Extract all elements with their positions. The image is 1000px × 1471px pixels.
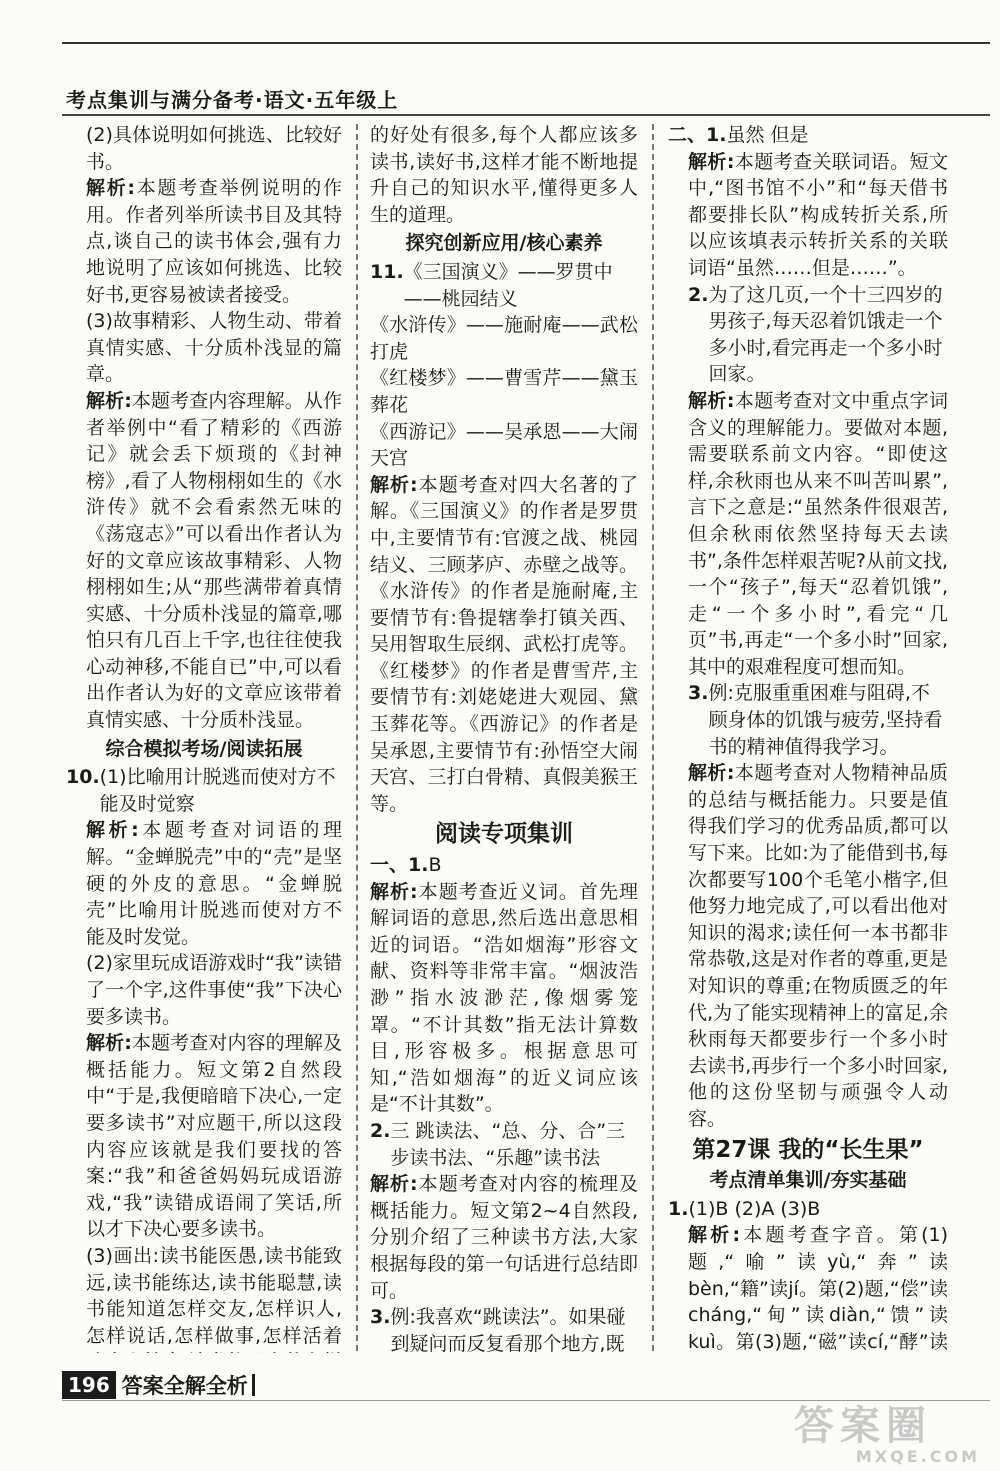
analysis [668, 149, 948, 282]
analysis [370, 472, 638, 818]
answer-text: (1)比喻用计脱逃而使对方不能及时觉察 [99, 766, 336, 815]
analysis-label: 解析: [86, 389, 132, 412]
question-number: 3. [370, 1306, 391, 1329]
analysis [66, 175, 342, 308]
watermark-sub: MXQE.COM [855, 1447, 980, 1466]
question-1 [668, 122, 948, 149]
column-divider [356, 124, 358, 1351]
analysis-text: 本题考查近义词。首先理解词语的意思,然后选出意思相近的词语。“浩如烟海”形容文献、资料等非常丰富。“烟波浩渺”指水波渺茫,像烟雾笼罩。“不计其数”指无法计算数目,形容极多。根据意思可知,“浩如烟海”的近义词应该是“不计其数”。 [370, 880, 638, 1116]
analysis [668, 388, 948, 681]
page-footer [62, 1370, 255, 1400]
lesson-title: 第27课 我的“长生果” [692, 1136, 924, 1163]
question-3 [668, 680, 948, 760]
question-number: 11. [370, 260, 404, 283]
column-3 [668, 122, 948, 1353]
answer-text: 例:我喜欢“跳读法”。如果碰到疑问而反复看那个地方,既 [390, 1306, 626, 1353]
analysis-label: 解析: [86, 819, 139, 842]
analysis-text: 本题考查举例说明的作用。作者列举所读书目及其特点,谈自己的读书体会,强有力地说明了应该如何挑选、比较好书,更容易被读者接受。 [86, 177, 342, 306]
answer-text: 《水浒传》——施耐庵——武松打虎 [370, 314, 638, 363]
answer-text: 为了这几页,一个十三四岁的男孩子,每天忍着饥饿走一个多小时,看完再走一个多小时回家。 [708, 283, 943, 386]
answer-text: 《西游记》——吴承恩——大闹天宫 [370, 420, 638, 470]
analysis [66, 388, 342, 734]
answer-text: (2)家里玩成语游戏时“我”读错了一个字,这件事使“我”下决心要多读书。 [86, 952, 342, 1028]
question-number: 2. [370, 1119, 391, 1142]
question-1 [668, 1196, 948, 1223]
question-number: 10. [66, 766, 100, 789]
column-2 [370, 122, 638, 1353]
analysis-text: 本题考查对内容的理解及概括能力。短文第2自然段中“于是,我便暗暗下决心,一定要多读书”对应题干,所以这段内容应该就是我们要找的答案:“我”和爸爸妈妈玩成语游戏,“我”读错成语闹了笑话,所以才下决心要多读书。 [86, 1032, 342, 1241]
question-1 [370, 852, 638, 879]
footer-label: 答案全解全析 [121, 1374, 248, 1398]
analysis-label: 解析: [370, 880, 418, 903]
answer-text: B [428, 854, 442, 877]
question-11 [370, 259, 638, 312]
watermark-main: 答案圈 [794, 1403, 932, 1449]
page-header: 考点集训与满分备考·语文·五年级上 [66, 88, 399, 112]
answer-text: (3)画出:读书能医愚,读书能致远,读书能练达,读书能聪慧,读书能知道怎样交友,怎样识人,怎样说话,怎样做事,怎样活着 [86, 1244, 342, 1347]
analysis [370, 1171, 638, 1304]
column-divider [652, 124, 654, 1351]
answer-text: 《红楼梦》——曹雪芹——黛玉葬花 [370, 367, 638, 416]
analysis-text: 本题考查内容理解。从作者举例中“看了精彩的《西游记》就会丢下烦琐的《封神榜》,看了人物栩栩如生的《水浒传》就不会看索然无味的《荡寇志》”可以看出作者认为好的文章应该故事精彩、人物栩栩如生;从“那些满带着真情实感、十分质朴浅显的篇章,哪怕只有几百上千字,也往往使我心动神移,不能自已”中,可以看出作者认为好的文章应该带着真情实感、十分质朴浅显。 [86, 389, 342, 732]
answer-text: 三 跳读法、“总、分、合”三步读书法、“乐趣”读书法 [390, 1119, 626, 1169]
analysis-text: 本题考查对词语的理解。“金蝉脱壳”中的“壳”是坚硬的外皮的意思。“金蝉脱壳”比喻用计脱逃而使对方不能及时发觉。 [86, 819, 342, 948]
analysis [668, 1222, 948, 1353]
answer-text: (2)具体说明如何挑选、比较好书。 [86, 124, 342, 173]
question-10 [66, 764, 342, 817]
header-rule [62, 114, 990, 116]
footer-bar [252, 1374, 255, 1396]
bottom-rule [62, 1400, 990, 1401]
question-2 [370, 1118, 638, 1171]
analysis-text: 本题考查对人物精神品质的总结与概括能力。只要是值得我们学习的优秀品质,都可以写下来。比如:为了能借到书,每次都要写100个毛笔小楷字,但他努力地完成了,可以看出他对知识的渴求;读任何一本书都非常恭敬,这是对作者的尊重,更是对知识的尊重;在物质匮乏的年代,为了能实现精神上的富足,余秋雨每天都要步行一个多小时去读书,再步行一个多小时回家,他的这份坚韧与顽强令人动容。 [688, 762, 948, 1130]
section-title: 阅读专项集训 [435, 821, 573, 848]
analysis-label: 解析: [370, 1173, 418, 1196]
analysis-text: 本题考查字音。第(1)题,“喻”读yù,“奔”读bèn,“籍”读jí。第(2)题,“偿”读cháng,“甸”读diàn,“馈”读kuì。第(3)题,“磁”读cí,“酵”读 [688, 1224, 948, 1353]
answer-text: (1)B (2)A (3)B [688, 1197, 821, 1220]
watermark-logo [794, 1405, 980, 1465]
question-2 [668, 282, 948, 388]
question-number: 一、1. [370, 854, 429, 877]
analysis-label: 解析: [688, 389, 735, 412]
question-number: 1. [668, 1197, 689, 1220]
analysis [66, 1030, 342, 1243]
section-heading: 综合模拟考场/阅读拓展 [105, 737, 303, 760]
answer-text: 《三国演义》——罗贯中——桃园结义 [403, 260, 613, 310]
section-heading: 考点清单集训/夯实基础 [709, 1169, 907, 1192]
page-number: 196 [62, 1371, 116, 1399]
question-number: 二、1. [668, 124, 727, 146]
analysis-label: 解析: [86, 177, 135, 200]
section-heading: 探究创新应用/核心素养 [405, 232, 603, 255]
question-number: 2. [688, 283, 709, 306]
answer-text: 虽然 但是 [726, 124, 809, 146]
analysis-label: 解析: [86, 1032, 132, 1055]
analysis-text: 本题考查对文中重点字词含义的理解能力。要做对本题,需要联系前文内容。“即使这样,余秋雨也从来不叫苦叫累”,言下之意是:“虽然条件很艰苦,但余秋雨依然坚持每天去读书”,条件怎样艰苦呢?从前文找,一个“孩子”,每天“忍着饥饿”,走“一个多小时”,看完“几页”书,再走“一个多小时”回家,其中的艰难程度可想而知。 [688, 389, 948, 678]
answer-text: 的好处有很多,每个人都应该多读书,读好书,这样才能不断地提升自己的知识水平,懂得更多人生的道理。 [370, 124, 638, 226]
analysis-text: 本题考查对四大名著的了解。《三国演义》的作者是罗贯中,主要情节有:官渡之战、桃园结义、三顾茅庐、赤壁之战等。《水浒传》的作者是施耐庵,主要情节有:鲁提辖拳打镇关西、吴用智取生辰纲、武松打虎等。《红楼梦》的作者是曹雪芹,主要情节有:刘姥姥进大观园、黛玉葬花等。《西游记》的作者是吴承恩,主要情节有:孙悟空大闹天宫、三打白骨精、真假美猴王等。 [370, 473, 638, 815]
answer-text: (3)故事精彩、人物生动、带着真情实感、十分质朴浅显的篇章。 [86, 310, 342, 386]
analysis-text: 本题考查对内容的梳理及概括能力。短文第2~4自然段,分别介绍了三种读书方法,大家根据每段的第一句话进行总结即可。 [370, 1173, 638, 1302]
analysis-label: 解析: [688, 762, 735, 785]
analysis-label: 解析: [688, 1224, 741, 1247]
analysis [370, 879, 638, 1118]
analysis [668, 760, 948, 1132]
top-rule [62, 42, 990, 44]
answer-text: 例:克服重重困难与阻碍,不顾身体的饥饿与疲劳,坚持看书的精神值得我学习。 [708, 682, 943, 758]
analysis-label: 解析: [370, 473, 418, 496]
analysis-text: 本题考查关联词语。短文中,“图书馆不小”和“每天借书都要排长队”构成转折关系,所以应该填表示转折关系的关联词语“虽然……但是……”。 [688, 150, 948, 279]
analysis-label: 解析: [688, 150, 735, 173]
question-3 [370, 1304, 638, 1353]
analysis [66, 817, 342, 950]
question-number: 3. [688, 682, 709, 705]
column-1 [66, 122, 342, 1353]
